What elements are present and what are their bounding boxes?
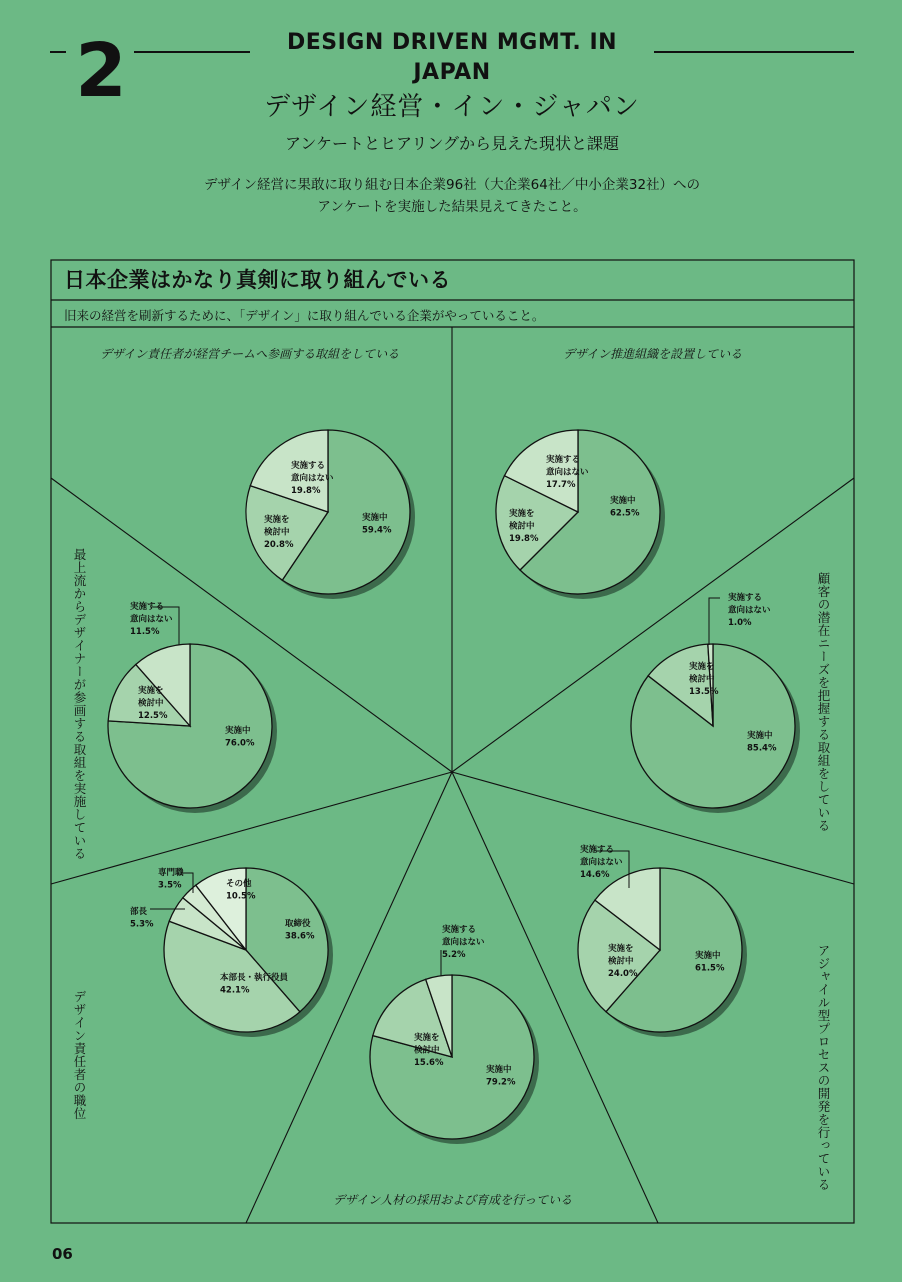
chart-title-designer-upstream: 最上流からデザイナーが参画する取組を実施している bbox=[72, 548, 87, 860]
slice-label-1: 実施中 62.5% bbox=[610, 496, 640, 519]
chart-title-agile-process: アジャイル型プロセスの開発を行っている bbox=[816, 944, 831, 1191]
pie-chart-1 bbox=[246, 430, 415, 599]
title-en: DESIGN DRIVEN MGMT. IN JAPAN bbox=[250, 28, 654, 88]
slice-label-2: 実施を検討中 12.5% bbox=[138, 686, 168, 721]
subtitle: アンケートとヒアリングから見えた現状と課題 bbox=[284, 134, 620, 153]
slice-label-3: 実施する意向はない 1.0% bbox=[728, 593, 771, 628]
slice-label-3: 部長 5.3% bbox=[130, 907, 154, 930]
page-number: 06 bbox=[52, 1245, 73, 1263]
slice-label-1: 実施中 76.0% bbox=[225, 726, 255, 749]
slice-label-1: 取締役 38.6% bbox=[285, 919, 315, 942]
leader-line bbox=[709, 598, 720, 645]
pie-chart-7 bbox=[108, 601, 277, 813]
slice-label-2: 実施を検討中 15.6% bbox=[414, 1033, 444, 1068]
chart-title-design-lead-in-management: デザイン責任者が経営チームへ参画する取組をしている bbox=[100, 347, 400, 361]
slice-label-1: 実施中 59.4% bbox=[362, 513, 392, 536]
slice-label-3: 実施する意向はない 17.7% bbox=[546, 455, 589, 490]
chart-title-customer-needs: 顧客の潜在ニーズを把握する取組をしている bbox=[816, 572, 831, 832]
chart-title-design-promotion-org: デザイン推進組織を設置している bbox=[563, 347, 743, 361]
slice-label-3: 実施する意向はない 19.8% bbox=[291, 461, 334, 496]
pie-chart-2 bbox=[496, 430, 665, 599]
intro-line-1: デザイン経営に果敢に取り組む日本企業96社（大企業64社／中小企業32社）への bbox=[203, 177, 701, 193]
radial-divider-2 bbox=[452, 772, 854, 884]
title-jp: デザイン経営・イン・ジャパン bbox=[264, 92, 640, 122]
slice-label-2: 実施を検討中 20.8% bbox=[264, 515, 294, 550]
slice-label-2: 実施を検討中 13.5% bbox=[689, 662, 719, 697]
slice-label-4: 専門職 3.5% bbox=[158, 868, 184, 891]
intro-line-2: アンケートを実施した結果見えてきたこと。 bbox=[317, 199, 587, 215]
chapter-number: 2 bbox=[66, 34, 134, 108]
pie-chart-4 bbox=[578, 844, 747, 1037]
slice-label-5: その他 10.5% bbox=[226, 879, 256, 902]
chart-title-design-talent: デザイン人材の採用および育成を行っている bbox=[333, 1193, 573, 1207]
slice-label-2: 実施を検討中 19.8% bbox=[509, 509, 539, 544]
slice-label-1: 実施中 79.2% bbox=[486, 1065, 516, 1088]
slice-label-3: 実施する意向はない 14.6% bbox=[580, 845, 623, 880]
section-description: 旧来の経営を刷新するために、「デザイン」に取り組んでいる企業がやっていること。 bbox=[64, 308, 545, 323]
section-title: 日本企業はかなり真剣に取り組んでいる bbox=[64, 268, 451, 292]
slice-label-2: 実施を検討中 24.0% bbox=[608, 944, 638, 979]
leader-line bbox=[153, 607, 179, 645]
slice-label-3: 実施する意向はない 5.2% bbox=[442, 925, 485, 960]
pie-chart-3 bbox=[631, 592, 800, 813]
slice-label-1: 実施中 61.5% bbox=[695, 951, 725, 974]
chart-title-design-lead-position: デザイン責任者の職位 bbox=[72, 990, 87, 1120]
pie-chart-5 bbox=[370, 924, 539, 1144]
slice-label-1: 実施中 85.4% bbox=[747, 731, 777, 754]
slice-label-2: 本部長・執行役員 42.1% bbox=[220, 973, 289, 996]
pie-charts bbox=[108, 430, 800, 1144]
pie-chart-6 bbox=[130, 867, 333, 1037]
slice-label-3: 実施する意向はない 11.5% bbox=[130, 602, 173, 637]
